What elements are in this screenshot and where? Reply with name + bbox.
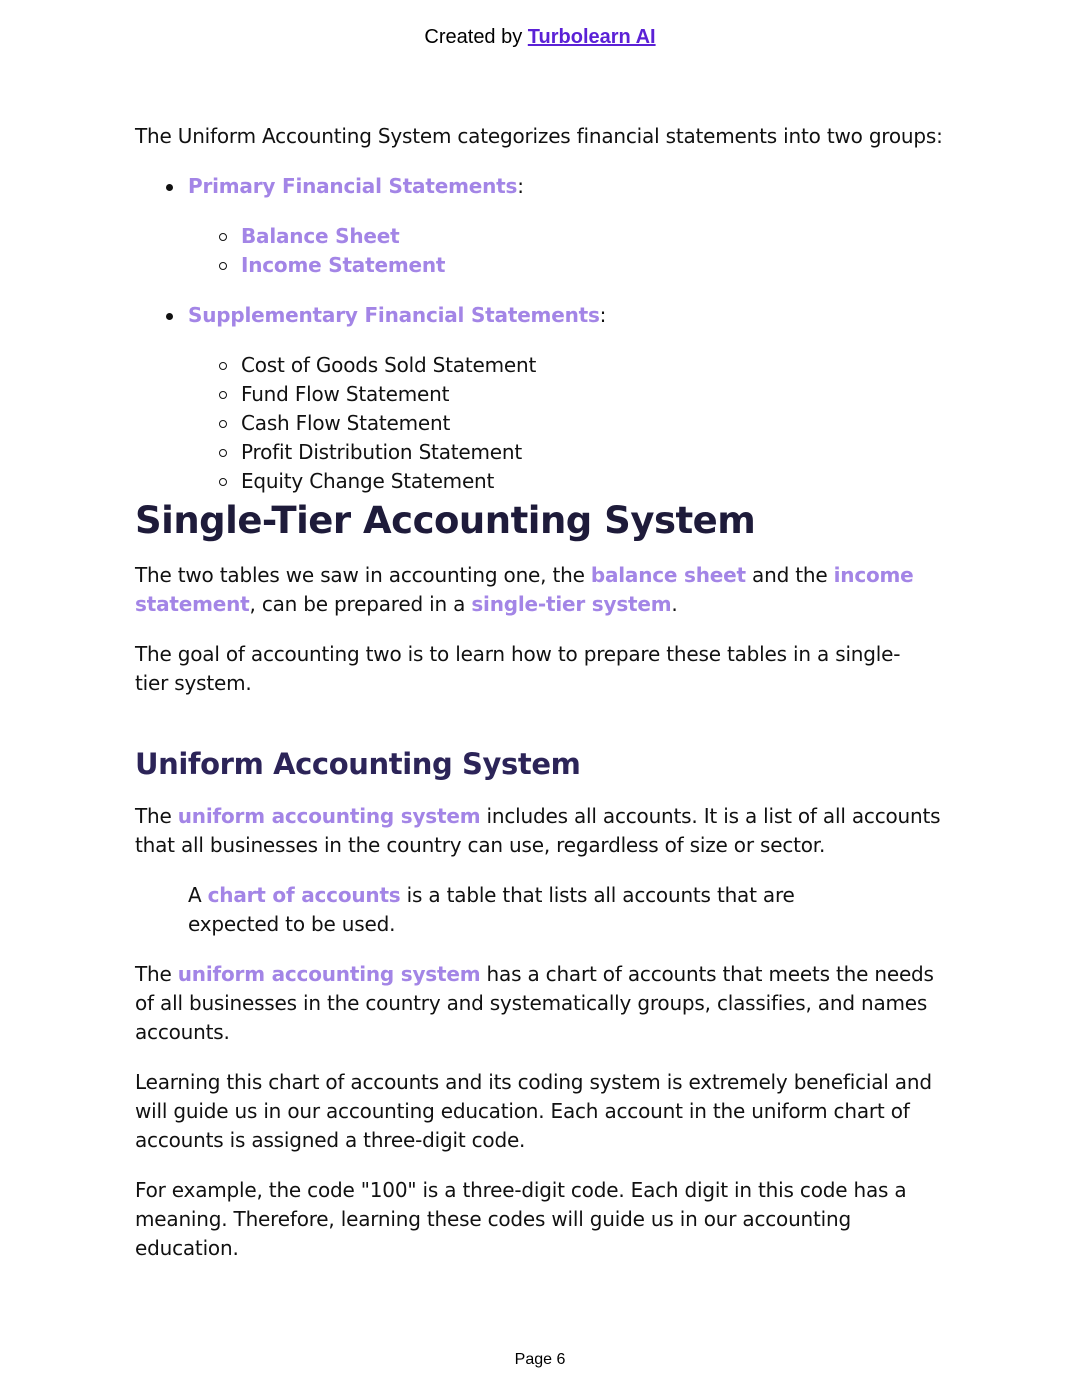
page-number: Page 6 [514,1351,566,1368]
list-item: Income Statement [135,251,945,280]
supplementary-statements-term: Supplementary Financial Statements [188,303,600,327]
list-item: Cash Flow Statement [135,409,945,438]
primary-sublist [135,222,945,280]
list-item: Cost of Goods Sold Statement [135,351,945,380]
statement-groups-list [135,172,945,496]
primary-statements-term: Primary Financial Statements [188,174,518,198]
supplementary-sublist [135,351,945,496]
single-tier-heading: Single-Tier Accounting System [135,499,756,542]
list-item: Balance Sheet [135,222,945,251]
uniform-paragraph-3: Learning this chart of accounts and its coding system is extremely beneficial and will guide us in our accounting education. Each account in the uniform chart of accounts is assigned a three-digit code. [135,1070,932,1152]
list-item: Fund Flow Statement [135,380,945,409]
list-item: Profit Distribution Statement [135,438,945,467]
uniform-paragraph-4: For example, the code "100" is a three-digit code. Each digit in this code has a meaning. Therefore, learning these codes will guide us in our accounting education. [135,1178,907,1260]
document-body [135,122,945,1263]
uniform-paragraph-2: The uniform accounting system has a chart of accounts that meets the needs of all businesses in the country and systematically groups, classifies, and names accounts. [135,962,934,1044]
uniform-heading: Uniform Accounting System [135,747,581,781]
turbolearn-link[interactable]: Turbolearn AI [527,26,656,48]
uniform-paragraph-1: The uniform accounting system includes all accounts. It is a list of all accounts that all businesses in the country can use, regardless of size or sector. [135,804,941,857]
intro-paragraph: The Uniform Accounting System categorizes financial statements into two groups: [135,124,943,148]
list-item-primary: Primary Financial Statements: Balance Sheet Income Statement [135,172,945,280]
single-tier-paragraph-1: The two tables we saw in accounting one, the balance sheet and the income statement, can be prepared in a single-tier system. [135,563,914,616]
list-item-supplementary: Supplementary Financial Statements: Cost of Goods Sold Statement Fund Flow Statement Cash Flow Statement Profit Distribution Statement Equity Change Statement [135,301,945,496]
chart-of-accounts-quote: A chart of accounts is a table that lists all accounts that are expected to be used. [188,883,795,936]
list-item: Equity Change Statement [135,467,945,496]
page-header [0,26,1080,49]
created-by-text: Created by [424,26,528,48]
single-tier-paragraph-2: The goal of accounting two is to learn how to prepare these tables in a single-tier system. [135,642,901,695]
